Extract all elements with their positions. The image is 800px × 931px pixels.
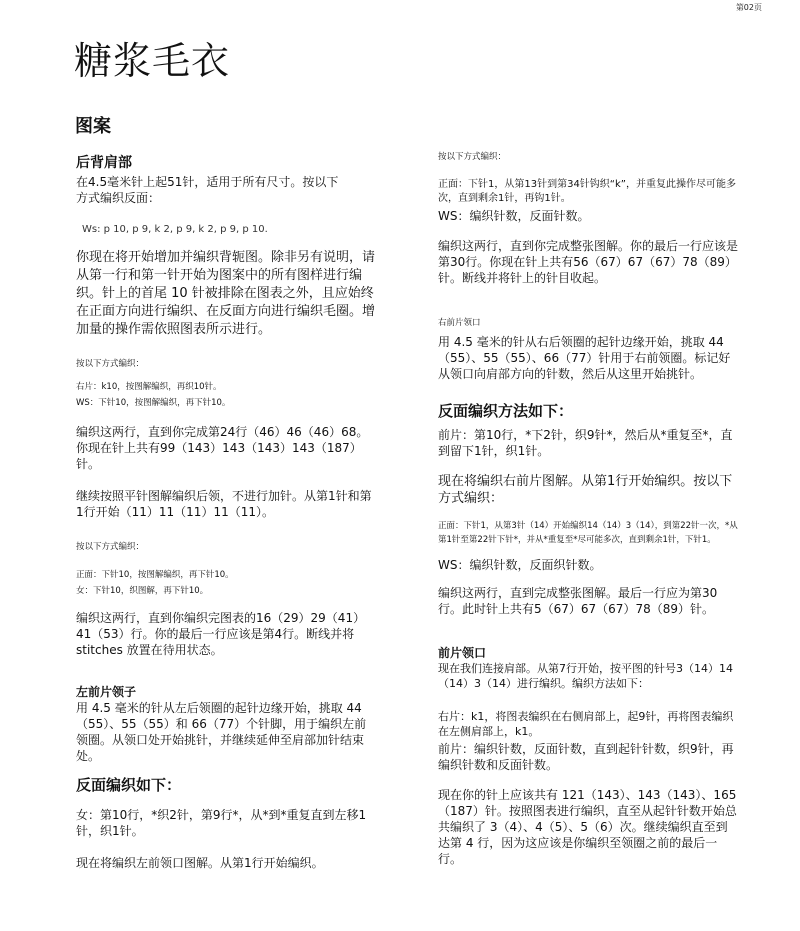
page-title: 糖浆毛衣 xyxy=(74,39,231,83)
rs-instruction-right: 正面：下针1，从第13针到第34针钩织“k”，并重复此操作尽可能多次，直到剩余1针，再钩1针。 xyxy=(438,179,736,204)
section-title: 图案 xyxy=(75,116,111,137)
chart-intro: 你现在将开始增加并编织背轭图。除非另有说明，请从第一行和第一针开始为图案中的所有图样进行编织。针上的首尾 10 针被排除在图表之外，且应始终在正面方向进行编织、在反面方向进行编织毛圈。增加量的操作需依照图表所示进行。 xyxy=(76,250,376,337)
reverse-knit-text-right: 前片：第10行，*下2针，织9针*，然后从*重复至*，直到留下1针，织1针。 xyxy=(438,428,733,458)
left-final-text: 现在将编织左前领口图解。从第1行开始编织。 xyxy=(76,856,324,870)
right-front-neck-heading: 右前片领口 xyxy=(438,318,481,328)
reverse-knit-heading-right: 反面编织方法如下： xyxy=(438,402,574,420)
reverse-knit-text: 女：第10行，*织2针，第9行*，从*到*重复直到左移1针，织1针。 xyxy=(76,808,367,838)
front-instruction: 前片：编织针数，反面针数，直到起针针数，织9针，再编织针数和反面针数。 xyxy=(438,742,734,772)
left-column xyxy=(76,150,376,871)
back-shoulder-heading: 后背肩部 xyxy=(76,155,132,171)
rs-instruction: 右片：k10，按图解编织，再织10针。 xyxy=(76,382,222,392)
left-front-neck-text: 用 4.5 毫米的针从左后领圈的起针边缘开始，挑取 44（55）、55（55）和 66（77）个针脚，用于编织左前领圈。从领口处开始挑针，并继续延伸至肩部加针结束处。 xyxy=(76,701,367,763)
follow-instruction-2: 按以下方式编织： xyxy=(76,542,145,552)
back-intro: 在4.5毫米针上起51针，适用于所有尺寸。按以下方式编织反面： xyxy=(76,175,339,205)
left-front-neck-heading: 左前片领子 xyxy=(76,685,137,699)
right-chart-heading: 现在将编织右前片图解。从第1行开始编织。按以下方式编织： xyxy=(438,474,733,506)
rs-instruction-right-2: 正面：下针1，从第3针（14）开始编织14（14）3（14），到第22针一次，*从第1针至第22针下针*，并从*重复至*尽可能多次，直到剩余1针，下针1。 xyxy=(438,521,738,545)
right-final-text: 现在你的针上应该共有 121（143）、143（143）、165（187）针。按照图表进行编织，直至从起针针数开始总共编织了 3（4）、4（5）、5（6）次。继续编织直至到达第 4 行，因为这应该是你编织至领圈之前的最后一行。 xyxy=(438,788,737,866)
paragraph-chart-complete-2: 编织这两行，直到完成整张图解。最后一行应为第30行。此时针上共有5（67）67（67）78（89）针。 xyxy=(438,586,718,616)
ws-instruction-right-2: WS：编织针数，反面织针数。 xyxy=(438,558,602,572)
ws-instruction-2: 女：下针10，织图解，再下针10。 xyxy=(76,586,209,596)
follow-instruction-right: 按以下方式编织： xyxy=(438,152,507,162)
paragraph-back-neck: 继续按照平针图解编织后领，不进行加针。从第1针和第1行开始（11）11（11）11（11）。 xyxy=(76,489,372,519)
reverse-knit-heading: 反面编织如下： xyxy=(76,776,182,794)
page-number: 第02页 xyxy=(735,3,762,12)
paragraph-chart-complete: 编织这两行，直到你完成整张图解。你的最后一行应该是第30行。你现在针上共有56（67）67（67）78（89）针。断线并将针上的针目收起。 xyxy=(438,239,739,285)
paragraph-rows-16: 编织这两行，直到你编织完图表的16（29）29（41）41（53）行。你的最后一行应该是第4行。断线并将 stitches 放置在待用状态。 xyxy=(76,611,366,657)
right-front-neck-text: 用 4.5 毫米的针从右后领圈的起针边缘开始，挑取 44（55）、55（55）、66（77）针用于右前领圈。标记好从领口向肩部方向的针数，然后从这里开始挑针。 xyxy=(438,335,731,381)
follow-instruction: 按以下方式编织： xyxy=(76,359,145,369)
ws-instruction: WS：下针10，按图解编织，再下针10。 xyxy=(76,398,231,408)
ws-pattern: Ws: p 10, p 9, k 2, p 9, k 2, p 9, p 10. xyxy=(82,224,268,235)
ws-instruction-right: WS：编织针数，反面针数。 xyxy=(438,209,590,223)
front-neck-text: 现在我们连接肩部。从第7行开始，按平图的针号3（14）14（14）3（14）进行编织。编织方法如下： xyxy=(438,662,733,690)
front-neck-heading: 前片领口 xyxy=(438,646,487,660)
rs-instruction-2: 正面：下针10，按图解编织，再下针10。 xyxy=(76,570,234,580)
paragraph-rows-24: 编织这两行，直到你完成第24行（46）46（46）68。你现在针上共有99（143）143（143）143（187）针。 xyxy=(76,425,369,471)
rs-instruction-right-3: 右片：k1，将图表编织在右侧肩部上，起9针，再将图表编织在左侧肩部上，k1。 xyxy=(438,710,734,738)
right-column xyxy=(438,150,738,867)
